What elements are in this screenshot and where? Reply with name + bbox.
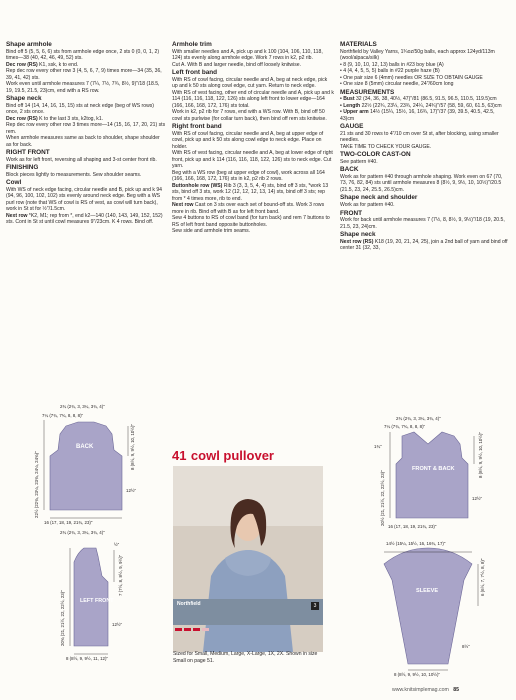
section-heading: Right front band bbox=[172, 123, 222, 131]
paragraph-text: K to the last 3 sts, k2tog, k1. bbox=[37, 115, 104, 122]
section-heading: FINISHING bbox=[6, 164, 39, 172]
sleeve-label: SLEEVE bbox=[416, 588, 439, 594]
paragraph-text: Bind off 14 (14, 14, 16, 15, 15) sts at neck edge (beg of WS rows) once, 2 sts once. bbox=[6, 102, 154, 116]
skill-level-icon bbox=[175, 628, 225, 632]
paragraph-text: Work in k2, p2 rib for 7 rows, end with a WS row. With B, bind off 50 cowl sts purlwise (for collar turn back), then bind off rem sts knitwise. bbox=[172, 109, 327, 122]
paragraph-text: Bind off 5 (5, 5, 6, 6) sts from armhole edge once, 2 sts 0 (0, 0, 1, 2) times—38 (40, 42, 46, 49, 52) sts. bbox=[6, 48, 160, 62]
paragraph-text: Sew 4 buttons to RS of cowl band (for turn back) and rem 7 buttons to RS of left front band opposite buttonholes. bbox=[172, 215, 330, 228]
paragraph bbox=[6, 122, 166, 135]
paragraph bbox=[6, 135, 166, 148]
back-bottom: 16 (17, 18, 19, 21¾, 23)" bbox=[44, 520, 93, 525]
section-heading: BACK bbox=[340, 166, 359, 174]
paragraph-text: • 4 (4, 4, 5, 5, 5) balls in #22 purple haze (B) bbox=[340, 68, 440, 75]
paragraph-text: 21 sts and 30 rows to 4"/10 cm over St st, after blocking, using smaller needles. bbox=[340, 130, 499, 144]
paragraph-text: TAKE TIME TO CHECK YOUR GAUGE. bbox=[340, 143, 432, 150]
paragraph bbox=[6, 213, 166, 226]
sleeve-rt1: 6 (6½, 7, 7½, 8, 8)" bbox=[480, 558, 485, 596]
section-heading: Left front band bbox=[172, 69, 218, 77]
left-front-bottom: 8 (8½, 9, 9½, 11, 12)" bbox=[66, 656, 108, 661]
schematic-left-front bbox=[4, 526, 164, 666]
paragraph-text: Work as for pattern #40. bbox=[340, 202, 395, 209]
paragraph-text: 22½ (22¾, 23¼, 23¾, 24¼, 24¾)"/57 (58, 59, 60, 61.5, 63)cm bbox=[360, 102, 502, 109]
paragraph bbox=[6, 172, 166, 179]
section-heading: Shape armhole bbox=[6, 41, 52, 48]
section-heading: Armhole trim bbox=[172, 41, 212, 48]
left-front-label: LEFT FRONT bbox=[80, 598, 114, 604]
section-heading: Shape neck bbox=[340, 231, 376, 239]
paragraph bbox=[172, 183, 334, 203]
paragraph bbox=[340, 202, 510, 209]
paragraph-text: Work as for pattern #40 through armhole shaping. Work even on 67 (70, 73, 76, 82, 84) sts until armhole measures 8 (8½, 9, 9½, 10, 10½)"/20.5 (21.5, 23, 24, 25.5, 26.5)cm. bbox=[340, 173, 503, 193]
paragraph-text: *K2, M1; rep from *, end k2—140 (140, 143, 149, 152, 152) sts. Cont in St st until cowl measures 9"/23cm. K 4 rows. Bind off. bbox=[6, 212, 163, 226]
schematic-back bbox=[4, 400, 164, 530]
paragraph-text: Sew side and armhole trim seams. bbox=[172, 228, 251, 235]
paragraph-text: K18 (19, 20, 21, 24, 25), join a 2nd ball of yarn and bind off center 31 (32, 33, bbox=[340, 238, 508, 252]
left-front-rt1: ½" bbox=[114, 542, 120, 547]
section-heading: TWO-COLOR CAST-ON bbox=[340, 151, 411, 159]
paragraph bbox=[172, 77, 334, 90]
back-top1: 2¾ (2¾, 3, 3¼, 3¾, 4)" bbox=[60, 404, 105, 409]
section-heading: Shape neck and shoulder bbox=[340, 194, 418, 202]
section-heading: Shape neck bbox=[6, 95, 42, 103]
paragraph-lead: • Length bbox=[340, 102, 361, 109]
paragraph bbox=[172, 62, 334, 69]
section-heading: Cowl bbox=[6, 179, 22, 187]
paragraph-text: • One size 8 (5mm) circular needle, 24"/60cm long bbox=[340, 81, 454, 88]
paragraph bbox=[172, 109, 334, 122]
paragraph bbox=[6, 103, 166, 116]
schematic-front-back bbox=[344, 414, 510, 532]
left-front-rt3: 12½" bbox=[112, 622, 123, 627]
paragraph-text: With RS of vest facing, other end of circular needle and A, pick up and k 114 (116, 116, 118, 122, 126) sts along left front to lower edge—164 (166, 166, 168, 172, 176) sts total. bbox=[172, 89, 334, 109]
paragraph-text: Rib 3 (3, 3, 5, 4, 4) sts, bind off 3 sts, *work 13 sts, bind off 3 sts, work 12 (12, 12, 12, 13, 14) sts, bind off 3 sts; rep from * 4 times more, rib to end. bbox=[172, 182, 329, 202]
front-back-left: 20½ (21, 21½, 22, 22½, 23)" bbox=[380, 470, 385, 526]
paragraph-text: Rep dec row every other row 3 times more—14 (15, 16, 17, 20, 21) sts rem. bbox=[6, 122, 166, 135]
paragraph-text: With RS of cowl facing, circular needle and A, beg at upper edge of cowl, pick up and k 50 sts along cowl edge to neck edge. Place on holder. bbox=[172, 130, 324, 150]
paragraph bbox=[6, 49, 166, 62]
column-3 bbox=[340, 40, 510, 252]
section-heading: FRONT bbox=[340, 209, 363, 217]
front-back-top1: 2¾ (2¾, 3, 3¼, 3¾, 4)" bbox=[396, 416, 441, 421]
paragraph-text: Work as for left front, reversing all shaping and 3-st center front rib. bbox=[6, 156, 157, 163]
sleeve-top: 14½ (15¼, 15½, 16, 16¾, 17)" bbox=[386, 541, 446, 546]
paragraph-text: When armhole measures same as back to shoulder, shape shoulder as for back. bbox=[6, 135, 160, 148]
front-back-rt1: 8 (8½, 9, 9½, 10, 10½)" bbox=[478, 432, 483, 478]
paragraph-lead: • Upper arm bbox=[340, 109, 369, 116]
paragraph bbox=[340, 131, 510, 144]
schematic-sleeve bbox=[344, 536, 510, 682]
left-front-left: 20¾ (21, 21½, 22, 22½, 23)" bbox=[60, 590, 65, 646]
back-left: 22½ (22¾, 23¼, 23¾, 24¼, 24¾)" bbox=[34, 451, 39, 518]
page-footer bbox=[392, 687, 459, 693]
paragraph bbox=[340, 217, 510, 230]
column-1 bbox=[6, 40, 166, 226]
sleeve-rt2: 8½" bbox=[462, 644, 470, 649]
paragraph bbox=[340, 49, 510, 62]
paragraph-text: Block pieces lightly to measurements. Sew shoulder seams. bbox=[6, 171, 142, 178]
back-rt1: 8 (8½, 9, 9½, 10, 10½)" bbox=[130, 424, 135, 470]
paragraph bbox=[6, 157, 166, 164]
size-caption: Sized for Small, Medium, Large, X-Large, 1X, 2X. Shown in size Small on page 51. bbox=[173, 651, 318, 664]
paragraph-text: K1, ssk, k to end. bbox=[37, 61, 79, 68]
paragraph-lead: Next row bbox=[6, 212, 28, 219]
front-back-top2: 7¼ (7¾, 7¾, 8, 8, 8)" bbox=[384, 424, 426, 429]
paragraph-text: 14½ (15¼, 15½, 16, 16¾, 17)"/37 (39, 39.5, 40.5, 42.5, 43)cm bbox=[340, 109, 495, 122]
yarn-band-tag: 3 bbox=[311, 602, 319, 610]
back-label: BACK bbox=[76, 444, 94, 450]
paragraph bbox=[340, 144, 510, 151]
front-back-lt: 1¾" bbox=[374, 444, 382, 449]
paragraph bbox=[172, 202, 334, 215]
front-back-rt2: 12½" bbox=[472, 496, 483, 501]
front-back-label: FRONT & BACK bbox=[412, 466, 455, 472]
left-front-rt2: 7 (7½, 8, 8½, 9, 9½)" bbox=[118, 554, 123, 596]
back-rt2: 12½" bbox=[126, 488, 137, 493]
paragraph-text: 32 (34, 36, 38, 40½, 47)"/81 (86.5, 91.5, 96.5, 110.5, 119.5)cm bbox=[354, 96, 497, 103]
pattern-title bbox=[172, 447, 274, 465]
paragraph bbox=[172, 49, 334, 62]
paragraph bbox=[172, 170, 334, 183]
yarn-band bbox=[173, 599, 323, 625]
section-heading: GAUGE bbox=[340, 123, 364, 131]
pattern-number: 41 bbox=[172, 448, 187, 463]
yarn-band-label: Northfield bbox=[177, 601, 201, 607]
front-back-bottom: 16 (17, 18, 19, 21¾, 23)" bbox=[388, 524, 437, 529]
paragraph-text: Cut A. With B and larger needle, bind off loosely knitwise. bbox=[172, 61, 302, 68]
back-top2: 7¼ (7¾, 7¾, 8, 8, 8)" bbox=[42, 413, 84, 418]
column-2 bbox=[172, 40, 334, 235]
paragraph-lead: Dec row (RS) bbox=[6, 115, 38, 122]
paragraph bbox=[172, 90, 334, 110]
paragraph bbox=[340, 159, 510, 166]
paragraph-text: Work even until armhole measures 7 (7¼, 7½, 7¾, 8½, 9)"/18 (18.5, 19, 19.5, 21.5, 23)cm, end with a RS row. bbox=[6, 81, 160, 94]
paragraph-text: Northfield by Valley Yarns, 1¾oz/50g balls, each approx 124yd/113m (wool/alpaca/silk) bbox=[340, 48, 495, 62]
paragraph-text: Cast on 3 sts over each set of bound-off sts. Work 3 rows more in rib. Bind off with B as for left front band. bbox=[172, 202, 325, 215]
paragraph bbox=[6, 81, 166, 94]
paragraph-lead: Dec row (RS) bbox=[6, 61, 38, 68]
paragraph bbox=[340, 239, 510, 252]
paragraph-text: Work for back until armhole measures 7 (7½, 8, 8½, 9, 9½)"/18 (19, 20.5, 21.5, 23, 24)cm. bbox=[340, 217, 505, 230]
paragraph-text: With RS of vest facing, circular needle and A, beg at lower edge of right front, pick up and k 114 (116, 116, 118, 122, 126) sts to neck edge. Cut yarn. bbox=[172, 150, 333, 170]
pattern-name: cowl pullover bbox=[190, 448, 274, 463]
paragraph bbox=[172, 215, 334, 228]
sleeve-bottom: 8 (8½, 9, 9½, 10, 10½)" bbox=[394, 672, 440, 677]
paragraph-text: With smaller needles and A, pick up and k 100 (104, 106, 110, 118, 124) sts evenly along armhole edge. Work 7 rows in k2, p2 rib. bbox=[172, 48, 323, 62]
paragraph-text: With WS of neck edge facing, circular needle and B, pick up and k 94 (94, 96, 100, 102, 102) sts evenly around neck edge. Beg with a WS purl row (note that WS of cowl is RS of vest, as cowl will turn back), work in St st for ½"/1.5cm. bbox=[6, 186, 163, 213]
paragraph-text: • One pair size 6 (4mm) needles OR SIZE TO OBTAIN GAUGE bbox=[340, 74, 483, 81]
paragraph-lead: • Bust bbox=[340, 96, 355, 103]
paragraph bbox=[172, 228, 334, 235]
paragraph bbox=[172, 131, 334, 151]
footer-site: www.knitsimplemag.com bbox=[392, 687, 449, 693]
paragraph-lead: Next row (RS) bbox=[340, 238, 374, 245]
paragraph bbox=[340, 81, 510, 88]
paragraph-text: Rep dec row every other row 3 (4, 5, 6, 7, 9) times more—34 (35, 36, 39, 41, 42) sts. bbox=[6, 68, 162, 81]
paragraph-lead: Next row bbox=[172, 202, 194, 209]
paragraph bbox=[340, 109, 510, 122]
section-heading: MEASUREMENTS bbox=[340, 88, 395, 96]
paragraph bbox=[172, 150, 334, 170]
paragraph-text: See pattern #40. bbox=[340, 158, 378, 165]
section-heading: MATERIALS bbox=[340, 41, 377, 48]
section-heading: RIGHT FRONT bbox=[6, 149, 50, 157]
paragraph bbox=[6, 68, 166, 81]
left-front-top1: 2¾ (2¾, 3, 3¼, 3¾, 4)" bbox=[60, 530, 105, 535]
paragraph-text: • 8 (9, 10, 10, 12, 13) balls in #23 boy blue (A) bbox=[340, 61, 444, 68]
paragraph bbox=[6, 187, 166, 213]
paragraph-text: With RS of cowl facing, circular needle and A, beg at neck edge, pick up and k 50 sts along cowl edge, cut yarn. Return to neck edge. bbox=[172, 76, 328, 90]
page-number: 85 bbox=[453, 687, 460, 693]
paragraph-lead: Buttonhole row (WS) bbox=[172, 182, 223, 189]
paragraph bbox=[340, 174, 510, 194]
paragraph-text: Beg with a WS row (beg at upper edge of cowl), work across all 164 (166, 166, 168, 172, 176) sts in k2, p2 rib 2 rows. bbox=[172, 169, 325, 183]
